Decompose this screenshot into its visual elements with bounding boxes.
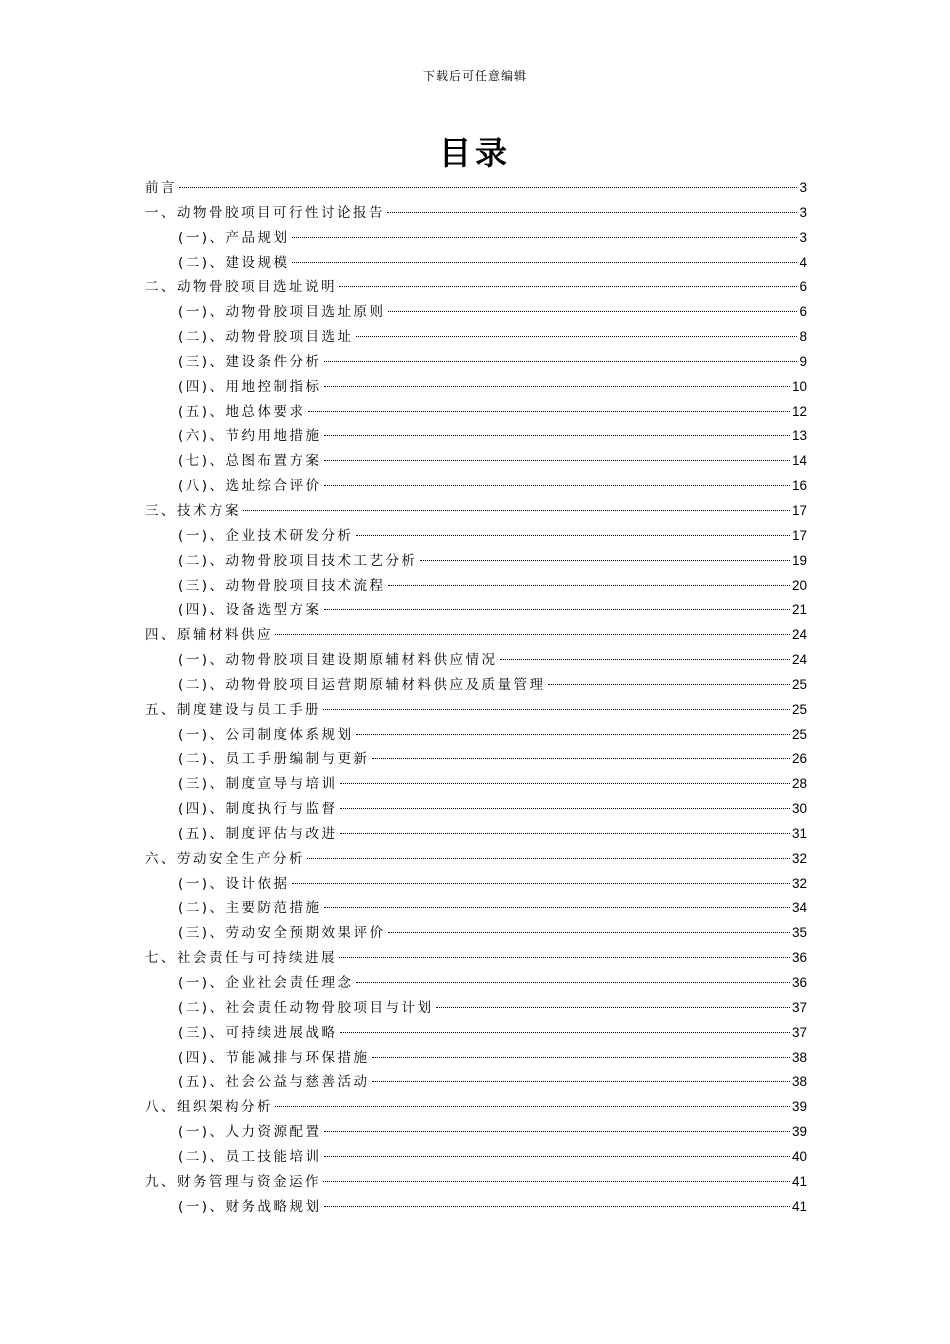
toc-entry-page: 3 xyxy=(799,180,807,195)
toc-entry-label: 九、财务管理与资金运作 xyxy=(145,1173,321,1190)
toc-entry[interactable] xyxy=(145,449,807,474)
toc-entry[interactable] xyxy=(145,375,807,400)
toc-entry[interactable] xyxy=(145,574,807,599)
toc-dot-leader xyxy=(388,932,790,933)
toc-entry[interactable] xyxy=(145,797,807,822)
toc-entry-page: 34 xyxy=(791,900,807,916)
toc-entry[interactable] xyxy=(145,424,807,449)
toc-dot-leader xyxy=(179,187,797,188)
toc-entry-label: (二)、动物骨胶项目运营期原辅材料供应及质量管理 xyxy=(178,676,546,693)
toc-entry[interactable] xyxy=(145,275,807,300)
toc-entry-label: (一)、公司制度体系规划 xyxy=(178,726,354,743)
toc-entry[interactable] xyxy=(145,921,807,946)
toc-entry[interactable] xyxy=(145,474,807,499)
toc-entry-label: (二)、员工手册编制与更新 xyxy=(178,751,370,768)
toc-entry-page: 30 xyxy=(791,801,807,817)
toc-dot-leader xyxy=(356,982,790,983)
toc-entry-page: 24 xyxy=(791,652,807,668)
toc-entry-label: (四)、用地控制指标 xyxy=(178,378,322,395)
toc-entry-label: 前言 xyxy=(145,180,177,196)
toc-dot-leader xyxy=(324,1206,790,1207)
toc-entry-label: (一)、动物骨胶项目选址原则 xyxy=(178,304,386,321)
toc-entry-label: (五)、制度评估与改进 xyxy=(178,825,338,842)
toc-entry[interactable] xyxy=(145,896,807,921)
toc-entry[interactable] xyxy=(145,598,807,623)
toc-entry-page: 26 xyxy=(791,751,807,767)
toc-entry-label: (五)、地总体要求 xyxy=(178,403,306,420)
toc-entry-label: (一)、设计依据 xyxy=(178,875,290,892)
toc-list xyxy=(145,176,807,1219)
toc-entry-label: (四)、节能减排与环保措施 xyxy=(178,1049,370,1066)
toc-entry-page: 4 xyxy=(799,254,807,270)
toc-entry-label: (二)、建设规模 xyxy=(178,254,290,271)
toc-entry-label: (七)、总图布置方案 xyxy=(178,453,322,470)
toc-dot-leader xyxy=(420,560,790,561)
toc-entry-page: 6 xyxy=(799,304,807,320)
toc-entry-page: 17 xyxy=(791,527,807,543)
toc-entry-label: (四)、设备选型方案 xyxy=(178,602,322,619)
toc-dot-leader xyxy=(324,435,790,436)
toc-entry-label: (一)、企业社会责任理念 xyxy=(178,975,354,991)
toc-entry-page: 19 xyxy=(791,552,807,568)
toc-entry-page: 32 xyxy=(791,850,807,866)
toc-entry-page: 39 xyxy=(791,1099,807,1115)
toc-dot-leader xyxy=(356,336,798,337)
toc-entry-label: (二)、主要防范措施 xyxy=(178,900,322,917)
toc-entry[interactable] xyxy=(145,723,807,748)
toc-entry[interactable] xyxy=(145,847,807,872)
toc-dot-leader xyxy=(324,460,790,461)
toc-entry[interactable] xyxy=(145,772,807,797)
toc-entry[interactable] xyxy=(145,1120,807,1145)
toc-entry[interactable] xyxy=(145,325,807,350)
header-note: 下载后可任意编辑 xyxy=(422,69,527,83)
toc-entry-page: 37 xyxy=(791,999,807,1015)
toc-entry-page: 21 xyxy=(791,602,807,618)
toc-entry[interactable] xyxy=(145,822,807,847)
toc-entry-page: 40 xyxy=(791,1148,807,1164)
toc-entry-page: 20 xyxy=(791,577,807,593)
toc-entry-page: 31 xyxy=(791,825,807,841)
toc-dot-leader xyxy=(324,907,790,908)
toc-entry[interactable] xyxy=(145,623,807,648)
toc-entry-label: 七、社会责任与可持续进展 xyxy=(145,950,337,967)
toc-entry[interactable] xyxy=(145,946,807,971)
toc-entry[interactable] xyxy=(145,176,807,201)
toc-entry-page: 37 xyxy=(791,1024,807,1040)
toc-dot-leader xyxy=(292,237,798,238)
toc-dot-leader xyxy=(307,858,790,859)
toc-entry-label: (四)、制度执行与监督 xyxy=(178,801,338,818)
toc-dot-leader xyxy=(340,783,790,784)
toc-dot-leader xyxy=(340,833,790,834)
toc-dot-leader xyxy=(388,311,798,312)
toc-dot-leader xyxy=(324,1131,790,1132)
toc-entry-label: (八)、选址综合评价 xyxy=(178,478,322,495)
toc-dot-leader xyxy=(340,808,790,809)
toc-entry-page: 38 xyxy=(791,1074,807,1090)
toc-entry-page: 3 xyxy=(799,229,807,245)
toc-entry[interactable] xyxy=(145,996,807,1021)
toc-entry-page: 36 xyxy=(791,950,807,966)
toc-dot-leader xyxy=(372,758,790,759)
toc-entry-page: 10 xyxy=(791,378,807,394)
toc-entry-page: 13 xyxy=(791,428,807,444)
toc-dot-leader xyxy=(339,286,797,287)
toc-entry[interactable] xyxy=(145,524,807,549)
toc-dot-leader xyxy=(388,585,790,586)
toc-dot-leader xyxy=(372,1057,790,1058)
toc-entry-label: 二、动物骨胶项目选址说明 xyxy=(145,279,337,296)
toc-dot-leader xyxy=(275,634,790,635)
toc-dot-leader xyxy=(324,485,790,486)
toc-entry[interactable] xyxy=(145,747,807,772)
toc-dot-leader xyxy=(356,734,790,735)
toc-dot-leader xyxy=(292,262,798,263)
toc-dot-leader xyxy=(356,535,790,536)
toc-entry[interactable] xyxy=(145,1195,807,1220)
toc-entry-page: 8 xyxy=(799,329,807,345)
toc-entry[interactable] xyxy=(145,1021,807,1046)
toc-dot-leader xyxy=(324,1156,790,1157)
toc-entry[interactable] xyxy=(145,648,807,673)
toc-entry-page: 41 xyxy=(791,1173,807,1189)
toc-entry-label: 三、技术方案 xyxy=(145,502,241,519)
toc-entry-page: 32 xyxy=(791,875,807,891)
toc-entry-label: (二)、动物骨胶项目技术工艺分析 xyxy=(178,552,418,569)
toc-entry-page: 28 xyxy=(791,776,807,792)
toc-entry[interactable] xyxy=(145,1145,807,1170)
toc-entry-label: (三)、建设条件分析 xyxy=(178,353,322,370)
toc-entry[interactable] xyxy=(145,226,807,251)
toc-entry-label: (二)、员工技能培训 xyxy=(178,1148,322,1165)
toc-entry-label: (二)、社会责任动物骨胶项目与计划 xyxy=(178,999,434,1016)
toc-dot-leader xyxy=(324,386,790,387)
toc-dot-leader xyxy=(339,957,790,958)
toc-entry[interactable] xyxy=(145,698,807,723)
toc-entry[interactable] xyxy=(145,201,807,226)
toc-entry-label: 八、组织架构分析 xyxy=(145,1099,273,1116)
toc-entry-page: 17 xyxy=(791,502,807,518)
toc-entry[interactable] xyxy=(145,971,807,996)
toc-entry-label: (一)、人力资源配置 xyxy=(178,1124,322,1141)
toc-entry[interactable] xyxy=(145,1170,807,1195)
toc-entry[interactable] xyxy=(145,251,807,276)
toc-entry-page: 12 xyxy=(791,403,807,419)
toc-entry-page: 9 xyxy=(799,353,807,369)
toc-entry[interactable] xyxy=(145,400,807,425)
toc-dot-leader xyxy=(387,212,797,213)
toc-entry-label: (一)、动物骨胶项目建设期原辅材料供应情况 xyxy=(178,652,498,669)
toc-entry[interactable] xyxy=(145,549,807,574)
toc-dot-leader xyxy=(308,411,790,412)
toc-entry[interactable] xyxy=(145,872,807,897)
toc-entry-label: 四、原辅材料供应 xyxy=(145,627,273,644)
toc-dot-leader xyxy=(324,609,790,610)
toc-entry-label: (六)、节约用地措施 xyxy=(178,428,322,445)
toc-entry[interactable] xyxy=(145,300,807,325)
toc-dot-leader xyxy=(243,510,790,511)
toc-entry-label: (三)、可持续进展战略 xyxy=(178,1024,338,1041)
toc-entry-page: 3 xyxy=(799,204,807,220)
toc-dot-leader xyxy=(500,659,790,660)
toc-entry[interactable] xyxy=(145,350,807,375)
toc-dot-leader xyxy=(292,883,790,884)
toc-entry-label: (三)、制度宣导与培训 xyxy=(178,776,338,793)
toc-entry-page: 16 xyxy=(791,478,807,494)
toc-entry[interactable] xyxy=(145,499,807,524)
toc-entry[interactable] xyxy=(145,1095,807,1120)
toc-dot-leader xyxy=(548,684,790,685)
toc-entry[interactable] xyxy=(145,673,807,698)
toc-dot-leader xyxy=(324,361,798,362)
toc-entry-label: 一、动物骨胶项目可行性讨论报告 xyxy=(145,204,385,221)
toc-entry-page: 14 xyxy=(791,453,807,469)
toc-dot-leader xyxy=(340,1032,790,1033)
toc-dot-leader xyxy=(372,1081,790,1082)
toc-entry-page: 38 xyxy=(791,1049,807,1065)
toc-entry[interactable] xyxy=(145,1070,807,1095)
toc-entry-page: 25 xyxy=(791,726,807,742)
toc-entry-page: 6 xyxy=(799,279,807,295)
toc-entry-label: (一)、企业技术研发分析 xyxy=(178,527,354,544)
toc-entry-label: (一)、财务战略规划 xyxy=(178,1198,322,1215)
toc-entry-label: (三)、动物骨胶项目技术流程 xyxy=(178,577,386,594)
toc-entry-page: 36 xyxy=(791,975,807,990)
toc-entry-page: 24 xyxy=(791,627,807,643)
toc-entry-page: 25 xyxy=(791,676,807,692)
toc-entry-page: 35 xyxy=(791,925,807,941)
toc-entry-page: 25 xyxy=(791,701,807,717)
toc-entry-label: 六、劳动安全生产分析 xyxy=(145,850,305,867)
toc-entry-label: (五)、社会公益与慈善活动 xyxy=(178,1074,370,1091)
toc-entry-label: (三)、劳动安全预期效果评价 xyxy=(178,925,386,942)
toc-entry[interactable] xyxy=(145,1046,807,1071)
toc-entry-label: 五、制度建设与员工手册 xyxy=(145,701,321,718)
toc-dot-leader xyxy=(323,709,790,710)
toc-title: 目录 xyxy=(438,134,511,172)
toc-dot-leader xyxy=(275,1106,790,1107)
toc-entry-page: 41 xyxy=(791,1198,807,1214)
toc-entry-label: (一)、产品规划 xyxy=(178,229,290,246)
toc-dot-leader xyxy=(436,1007,790,1008)
toc-entry-label: (二)、动物骨胶项目选址 xyxy=(178,329,354,346)
toc-entry-page: 39 xyxy=(791,1124,807,1140)
toc-dot-leader xyxy=(323,1181,790,1182)
